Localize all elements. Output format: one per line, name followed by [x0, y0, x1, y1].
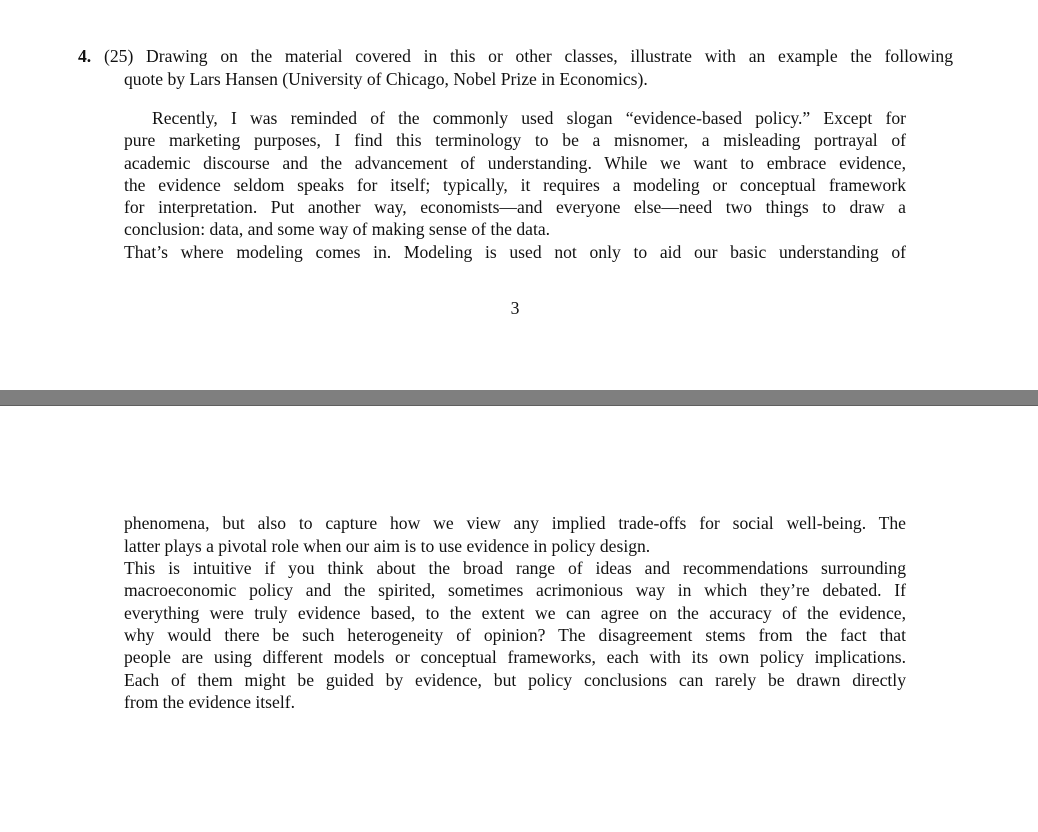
quote-line-7: That’s where modeling comes in. Modeling is used not only to aid our basic understanding of	[124, 242, 906, 262]
quote-continued-line-1: phenomena, but also to capture how we view any implied trade-offs for social well-being. The	[124, 513, 906, 533]
quote-continued-line-6: why would there be such heterogeneity of opinion? The disagreement stems from the fact that	[124, 625, 906, 645]
question-line-1: (25) Drawing on the material covered in this or other classes, illustrate with an example the following	[104, 46, 953, 66]
quote-continued-line-9: from the evidence itself.	[124, 692, 295, 712]
quote-line-6: conclusion: data, and some way of making sense of the data.	[124, 219, 551, 239]
document-page-bottom	[0, 406, 1038, 832]
quote-continued-line-2: latter plays a pivotal role when our aim is to use evidence in policy design.	[124, 536, 651, 556]
quote-continued-line-4: macroeconomic policy and the spirited, sometimes acrimonious way in which they’re debated. If	[124, 580, 906, 600]
quote-line-1: Recently, I was reminded of the commonly used slogan “evidence-based policy.” Except for	[152, 108, 906, 128]
document-page-top	[0, 0, 1038, 390]
page-number: 3	[510, 298, 520, 318]
question-number: 4.	[78, 46, 92, 66]
quote-continued-line-8: Each of them might be guided by evidence, but policy conclusions can rarely be drawn directly	[124, 670, 906, 690]
quote-line-5: for interpretation. Put another way, economists—and everyone else—need two things to draw a	[124, 197, 906, 217]
question-line-2: quote by Lars Hansen (University of Chicago, Nobel Prize in Economics).	[124, 69, 648, 89]
quote-continued-line-5: everything were truly evidence based, to the extent we can agree on the accuracy of the evidence,	[124, 603, 906, 623]
quote-line-2: pure marketing purposes, I find this terminology to be a misnomer, a misleading portrayal of	[124, 130, 906, 150]
quote-continued-line-3: This is intuitive if you think about the broad range of ideas and recommendations surrounding	[124, 558, 906, 578]
quote-line-4: the evidence seldom speaks for itself; typically, it requires a modeling or conceptual framework	[124, 175, 906, 195]
quote-line-3: academic discourse and the advancement of understanding. While we want to embrace evidence,	[124, 153, 906, 173]
quote-continued-line-7: people are using different models or conceptual frameworks, each with its own policy implications.	[124, 647, 906, 667]
page-separator	[0, 390, 1038, 406]
